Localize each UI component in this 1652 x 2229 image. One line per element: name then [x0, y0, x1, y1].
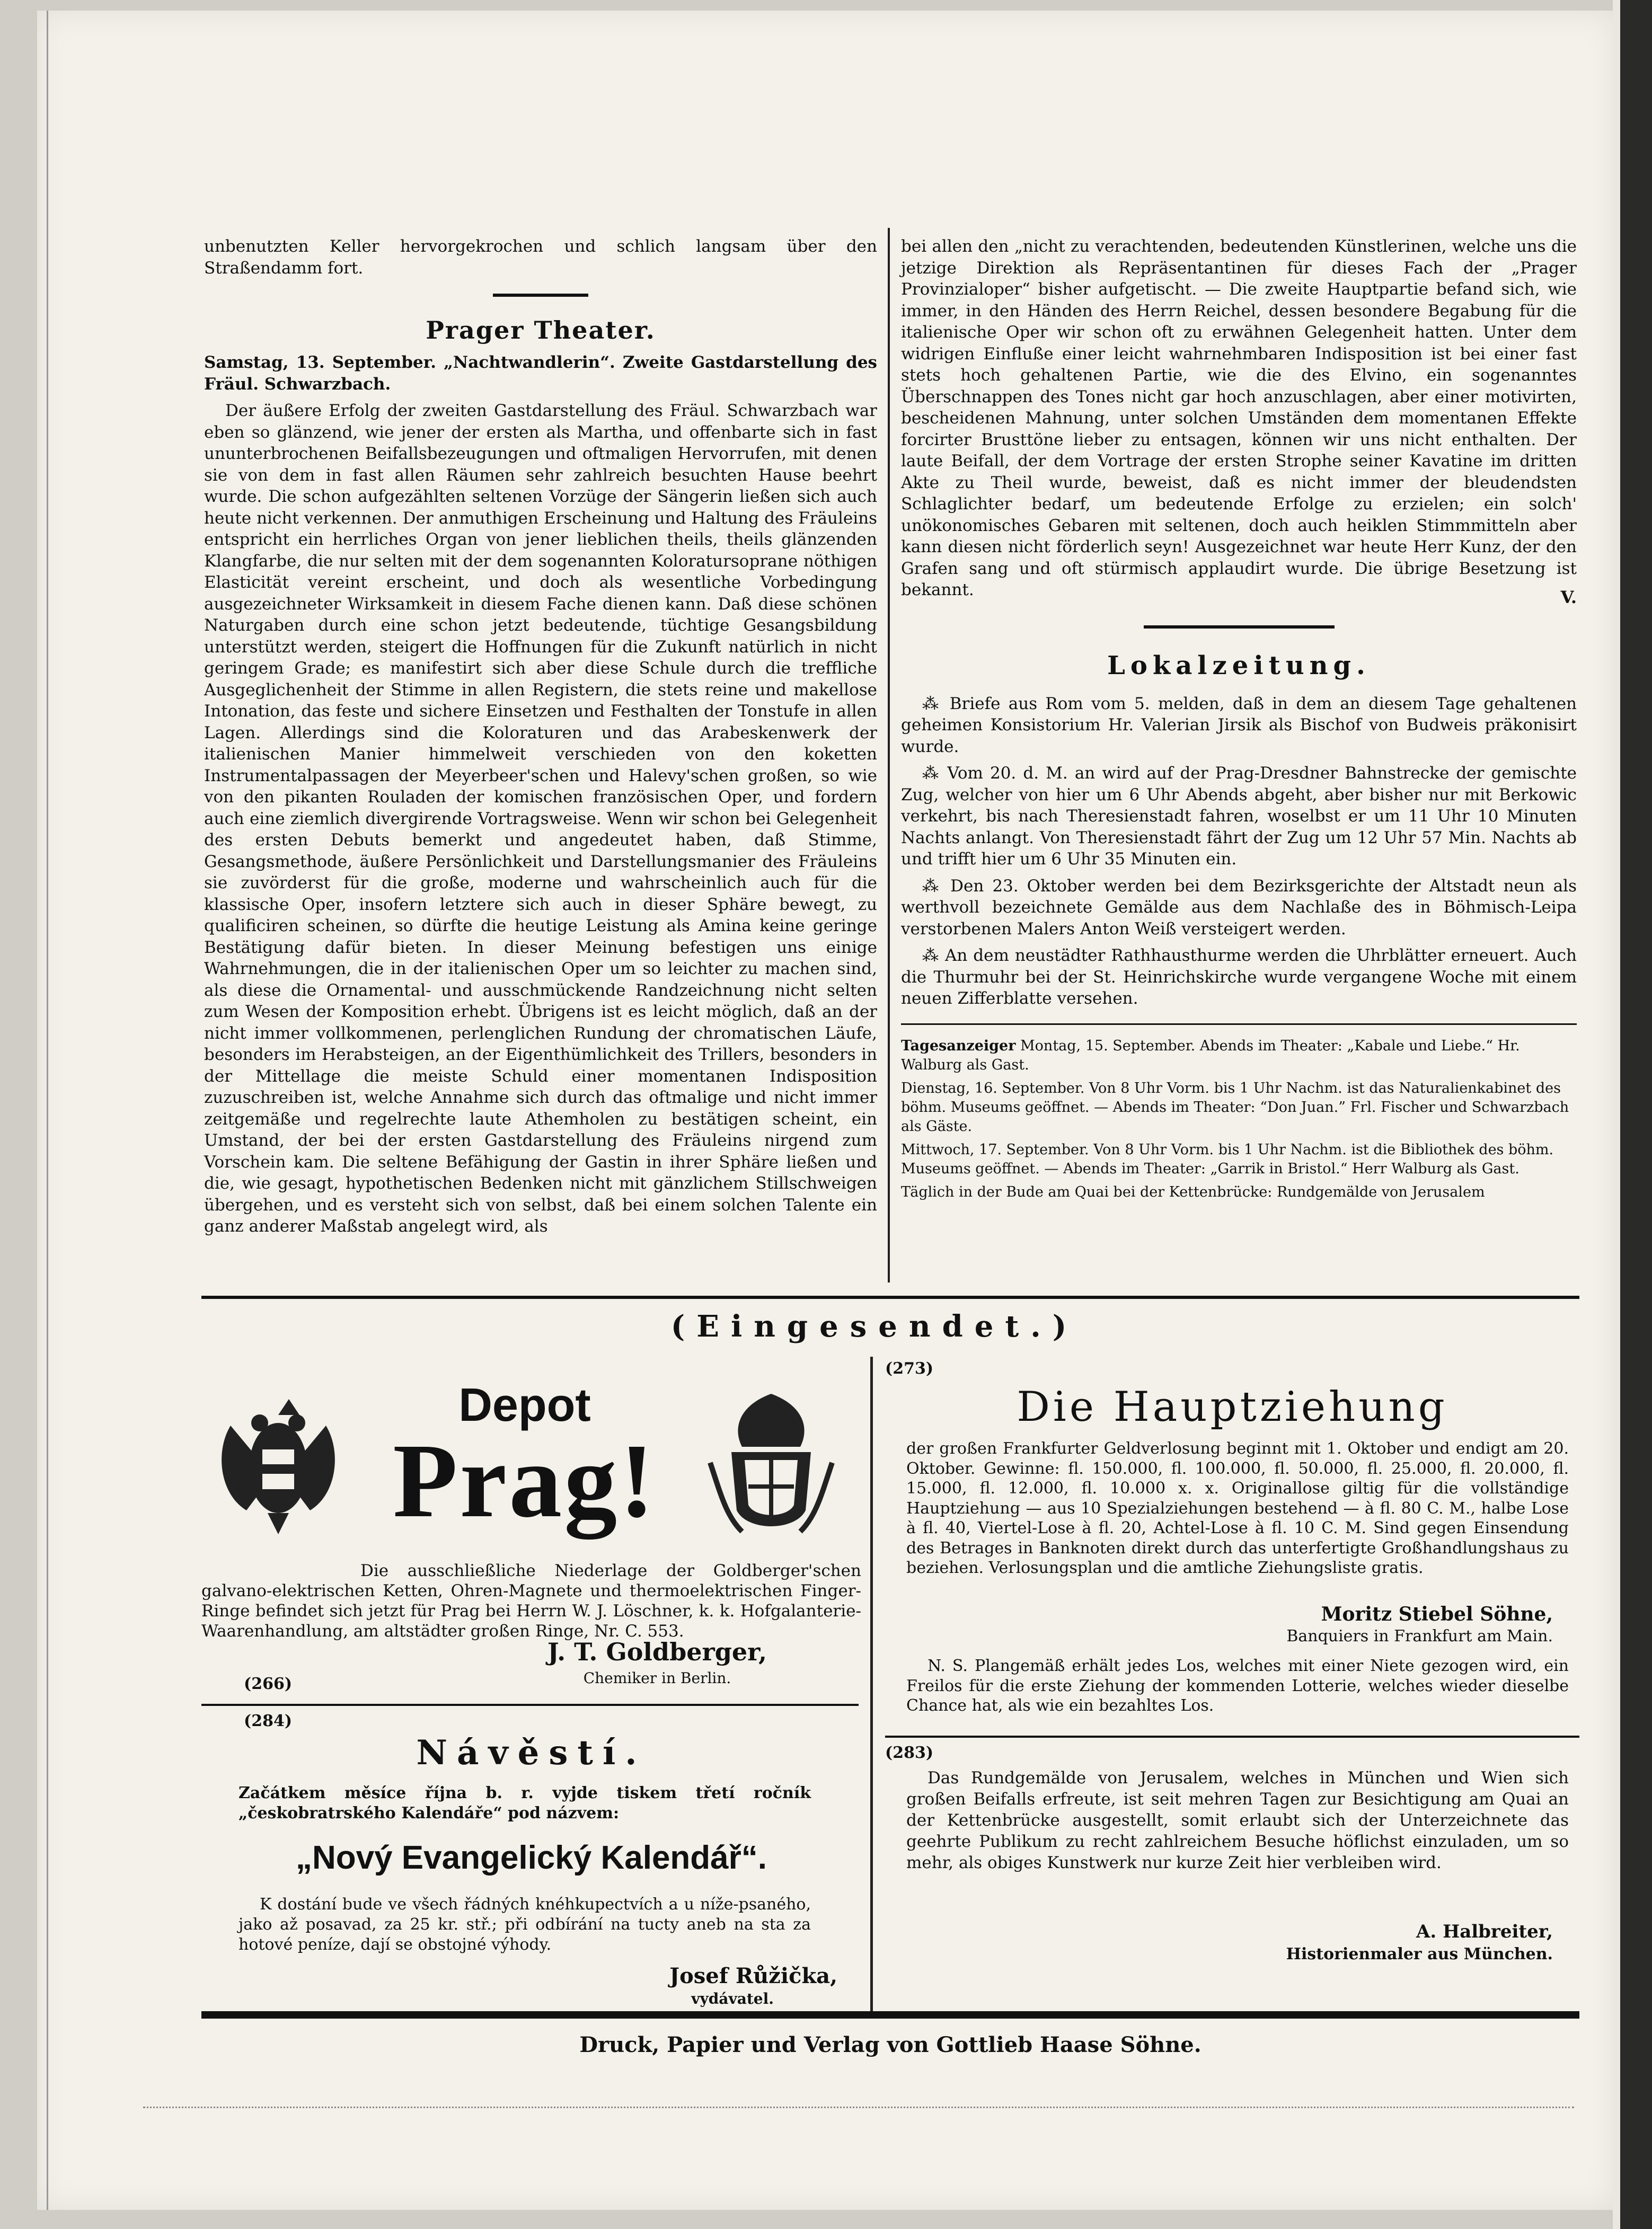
ad-depot-signer: J. T. Goldberger, — [547, 1638, 767, 1666]
ad-navesti — [201, 1712, 861, 2009]
prag-heading: Prag! — [393, 1422, 657, 1540]
ad-hauptziehung-title: Die Hauptziehung — [1017, 1383, 1448, 1431]
ad-navesti-title: Návěstí. — [416, 1733, 647, 1773]
opening-lines: unbenutzten Keller hervorgekrochen und schlich langsam über den Straßendamm fort. — [204, 237, 877, 278]
eingesendet-heading: (Eingesendet.) — [670, 1309, 1079, 1344]
ad-navesti-signer: Josef Růžička, — [669, 1963, 837, 1988]
ad-depot-number: (266) — [244, 1675, 293, 1693]
lokal-title: Lokalzeitung. — [1107, 650, 1371, 680]
theater-paragraph: Der äußere Erfolg der zweiten Gastdarstellung des Fräul. Schwarzbach war eben so glänzend, wie jener der ersten als Martha, und offenbarte sich in fast ununterbrochenen Beifallsbezeugungen und oftmaligen Hervorrufen, mit denen sie von dem in fast allen Räumen sehr zahlreich besuchten Hause beehrt wurde. Die schon aufgezählten seltenen Vorzüge der Sängerin ließen sich auch heute nicht verkennen. Der anmuthigen Erscheinung und Haltung des Fräuleins entspricht ein herrliches Organ von jener lieblichen theils, theils glänzenden Klangfarbe, die nur selten mit der dem sogenannten Koloratursoprane nöthigen Elasticität vereint erscheint, und doch als wesentliche Vorbedingung ausgezeichneter Wirksamkeit in diesem Fache dienen kann. Daß diese schönen Naturgaben durch eine schon jetzt bedeutende, tüchtige Gesangsbildung unterstützt werden, steigert die Hoffnungen für die Zukunft natürlich in nicht geringem Grade; es manifestirt sich aber diese Schule durch die treffliche Ausgeglichenheit der Stimme in allen Registern, die stets reine und makellose Intonation, das feste und sichere Einsetzen und Festhalten der Tonstufe in allen Lagen. Allerdings sind die Koloraturen und das Arabeskenwerk der italienischen Manier himmelweit verschieden von den koketten Instrumentalpassagen der Meyerbeer'schen und Halevy'schen großen, so wie von den pikanten Rouladen der komischen französischen Oper, und fordern auch eine ziemlich divergirende Vortragsweise. Wenn wir schon bei Gelegenheit des ersten Debuts bemerkt und angedeutet haben, daß Stimme, Gesangsmethode, äußere Persönlichkeit und Darstellungsmanier des Fräuleins sie zuvörderst für die große, moderne und wahrscheinlich auch für die klassische Oper, insofern letztere sich auch in dieser Sphäre bewegt, zu qualificiren scheinen, so dürfte die heutige Leistung als Amina keine geringe Bestätigung dafür bieten. In dieser Meinung befestigen uns einige Wahrnehmungen, die in der italienischen Oper um so leichter zu machen sind, als diese die Ornamental- und ausschmückende Randzeichnung nicht selten zum Wesen der Komposition erhebt. Übrigens ist es leicht möglich, daß an der nicht immer vollkommenen, perlenglichen Rundung der chromatischen Läufe, besonders im Herabsteigen, an der Eigenthümlichkeit des Trillers, besonders in der Mittellage die meiste Schuld einer momentanen Indisposition zuzuschreiben ist, welche Annahme sich durch das oftmalige und nicht immer zeitgemäße und regelrechte laute Athemholen zu bestätigen scheint, ein Umstand, der bei der ersten Gastdarstellung des Fräuleins nirgend zum Vorschein kam. Die seltene Befähigung der Gastin in ihrer Sphäre ließen und die, wie gesagt, hypothetischen Bedenken nicht mit gänzlichem Stillschweigen übergehen, und es versteht sich von selbst, daß bei einem solchen Talente ein ganz anderer Maßstab angelegt wird, als — [204, 401, 877, 1236]
ad-jerusalem-signer-title: Historienmaler aus München. — [1286, 1945, 1553, 1963]
ad-hauptziehung — [885, 1359, 1579, 1725]
ad-depot-prag — [201, 1357, 861, 1696]
ad-hauptziehung-signer-title: Banquiers in Frankfurt am Main. — [1286, 1627, 1553, 1646]
ad-hauptziehung-number: (273) — [885, 1359, 934, 1378]
left-column — [204, 236, 877, 1243]
tagesanzeiger-entry: Mittwoch, 17. September. Von 8 Uhr Vorm. bis 1 Uhr Nachm. ist die Bibliothek des böhm. Museums geöffnet. — Abends im Theater: „Garrik in Bristol.“ Herr Walburg als Gast. — [901, 1141, 1554, 1177]
page-fold-left — [47, 11, 48, 2210]
imprint: Druck, Papier und Verlag von Gottlieb Haase Söhne. — [579, 2032, 1202, 2057]
ad-hauptziehung-signer: Moritz Stiebel Söhne, — [1321, 1603, 1553, 1625]
depot-heading: Depot — [458, 1378, 591, 1431]
page-edge-dark — [1620, 0, 1652, 2229]
ad-navesti-headline: „Nový Evangelický Kalendář“. — [295, 1839, 767, 1876]
tagesanzeiger-entry: Dienstag, 16. September. Von 8 Uhr Vorm. bis 1 Uhr Nachm. ist das Naturalienkabinet des böhm. Museums geöffnet. — Abends im Theater: “Don Juan.” Frl. Fischer und Schwarzbach als Gäste. — [901, 1080, 1569, 1135]
tagesanzeiger-label: Tagesanzeiger — [901, 1037, 1016, 1054]
ad-navesti-signer-title: vydávatel. — [691, 1990, 774, 2007]
theater-title: Prager Theater. — [426, 316, 656, 344]
ad-rule — [201, 1704, 859, 1706]
ad-navesti-number: (284) — [244, 1712, 293, 1730]
page-edge-light — [1613, 0, 1620, 2229]
lokal-item: ⁂ Briefe aus Rom vom 5. melden, daß in dem an diesem Tage gehaltenen geheimen Konsistorium Hr. Valerian Jirsik als Bischof von Budweis präkonisirt wurde. — [901, 694, 1577, 756]
page-bottom-border — [143, 2107, 1574, 2109]
coat-of-arms-icon — [700, 1388, 843, 1542]
ads-divider — [870, 1357, 873, 2014]
ad-depot-signer-title: Chemiker in Berlin. — [583, 1669, 731, 1687]
theater-dateline: Samstag, 13. September. „Nachtwandlerin“. Zweite Gastdarstellung des Fräul. Schwarzbach. — [204, 353, 877, 394]
theater-continuation: bei allen den „nicht zu verachtenden, bedeutenden Künstlerinen, welche uns die jetzige Direktion als Repräsentantinen für dieses Fach der „Prager Provinzialoper“ bisher aufgetischt. — Die zweite Hauptpartie befand sich, wie immer, in den Händen des Herrn Reichel, dessen besondere Begabung für die italienische Oper wir schon oft zu erwähnen Gelegenheit hatten. Unter dem widrigen Einfluße einer leicht wahrnehmbaren Indisposition ist bei einer fast stets hoch gehaltenen Partie, wie die des Elvino, ein sogenanntes Überschnappen des Tones nicht gar hoch anzuschlagen, aber einer motivirten, bescheidenen Mahnung, unter solchen Umständen dem momentanen Effekte forcirter Brusttöne lieber zu entsagen, können wir uns nicht enthalten. Der laute Beifall, der dem Vortrage der ersten Strophe seiner Kavatine im dritten Akte zu Theil wurde, beweist, daß es nicht immer der bleudendsten Schlaglichter bedarf, um bedeutende Erfolge zu erzielen; ein solch' unökonomisches Gebaren mit seltenen, doch auch heiklen Stimmmitteln aber kann diesen nicht förderlich seyn! Ausgezeichnet war heute Herr Kunz, der den Grafen sang und oft stürmisch applaudirt wurde. Die übrige Besetzung ist bekannt. — [901, 237, 1577, 599]
section-rule — [901, 1023, 1577, 1025]
ad-hauptziehung-note: N. S. Plangemäß erhält jedes Los, welches mit einer Niete gezogen wird, ein Freilos für die erste Ziehung der kommenden Lotterie, welches wieder dieselbe Chance hat, als wie ein bezahltes Los. — [906, 1657, 1569, 1715]
lokal-item: ⁂ Vom 20. d. M. an wird auf der Prag-Dresdner Bahnstrecke der gemischte Zug, welcher von hier um 6 Uhr Abends abgeht, aber bisher nur mit Berkowic verkehrt, bis nach Theresienstadt fahren, woselbst er um 11 Uhr 10 Minuten Nachts anlangt. Von Theresienstadt fährt der Zug um 12 Uhr 57 Min. Nachts ab und trifft hier um 6 Uhr 35 Minuten ein. — [901, 764, 1577, 869]
footer-rule — [201, 2011, 1579, 2019]
lokal-item: ⁂ An dem neustädter Rathhausthurme werden die Uhrblätter erneuert. Auch die Thurmuhr bei der St. Heinrichskirche wurde vergangene Woche mit einem neuen Zifferblatte versehen. — [901, 946, 1577, 1008]
lokal-bullet: ⁂ — [922, 946, 940, 965]
lokal-bullet: ⁂ — [922, 694, 942, 713]
section-rule — [1144, 625, 1335, 629]
right-column — [901, 236, 1577, 1206]
ad-rule — [885, 1736, 1579, 1738]
column-divider — [888, 228, 890, 1282]
lokal-bullet: ⁂ — [922, 764, 941, 783]
ad-hauptziehung-body: der großen Frankfurter Geldverlosung beginnt mit 1. Oktober und endigt am 20. Oktober. Gewinne: fl. 150.000, fl. 100.000, fl. 50.000, fl. 25.000, fl. 20.000, fl. 15.000, fl. 12.000, fl. 10.000 x. x. Originallose giltig für die vollständige Hauptziehung — aus 10 Spezialziehungen bestehend — à fl. 80 C. M., halbe Lose à fl. 40, Viertel-Lose à fl. 20, Achtel-Lose à fl. 10 C. M. Sind gegen Einsendung des Betrages in Banknoten direkt durch das unterfertigte Großhandlungshaus zu beziehen. Verlosungsplan und die amtliche Ziehungsliste gratis. — [906, 1439, 1569, 1577]
newspaper-page — [37, 11, 1616, 2210]
ad-jerusalem-body: Das Rundgemälde von Jerusalem, welches in München und Wien sich großen Beifalls erfreute, ist seit mehren Tagen zur Besichtigung am Quai an der Kettenbrücke ausgestellt, somit erlaubt sich der Unterzeichnete das geehrte Publikum zu recht zahlreichem Besuche höflichst einzuladen, um so mehr, als obiges Kunstwerk nur kurze Zeit hier verbleiben wird. — [906, 1768, 1569, 1872]
ad-depot-body: Die ausschließliche Niederlage der Goldberger'schen galvano-elektrischen Ketten, Ohren-Magnete und thermoelektrischen Finger-Ringe befindet sich jetzt für Prag bei Herrn W. J. Löschner, k. k. Hofgalanterie-Waarenhandlung, am altstädter großen Ringe, Nr. C. 553. — [201, 1561, 861, 1641]
double-eagle-icon — [209, 1394, 347, 1537]
lokal-bullet: ⁂ — [922, 876, 942, 896]
theater-signature: V. — [1560, 587, 1577, 607]
ad-jerusalem-signer: A. Halbreiter, — [1416, 1921, 1553, 1942]
section-rule — [493, 294, 588, 297]
tagesanzeiger-entry: Tagesanzeiger Montag, 15. September. Abends im Theater: „Kabale und Liebe.“ Hr. Walburg als Gast. — [901, 1037, 1520, 1073]
ad-jerusalem — [885, 1744, 1579, 2009]
tagesanzeiger-entry: Täglich in der Bude am Quai bei der Kettenbrücke: Rundgemälde von Jerusalem — [901, 1183, 1485, 1200]
ad-navesti-intro: Začátkem měsíce října b. r. vyjde tiskem třetí ročník „českobratrského Kalendáře“ pod názvem: — [238, 1784, 811, 1823]
lokal-item: ⁂ Den 23. Oktober werden bei dem Bezirksgerichte der Altstadt neun als werthvoll bezeichnete Gemälde aus dem Nachlaße des in Böhmisch-Leipa verstorbenen Malers Anton Weiß versteigert werden. — [901, 876, 1577, 939]
ads-separator — [201, 1296, 1579, 1299]
ad-jerusalem-number: (283) — [885, 1744, 934, 1762]
ad-navesti-body: K dostání bude ve všech řádných knéhkupectvích a u níže-psaného, jako až posavad, za 25 kr. stř.; při odbírání na tucty aneb na sta za hotové peníze, dají se obstojné výhody. — [238, 1895, 811, 1954]
